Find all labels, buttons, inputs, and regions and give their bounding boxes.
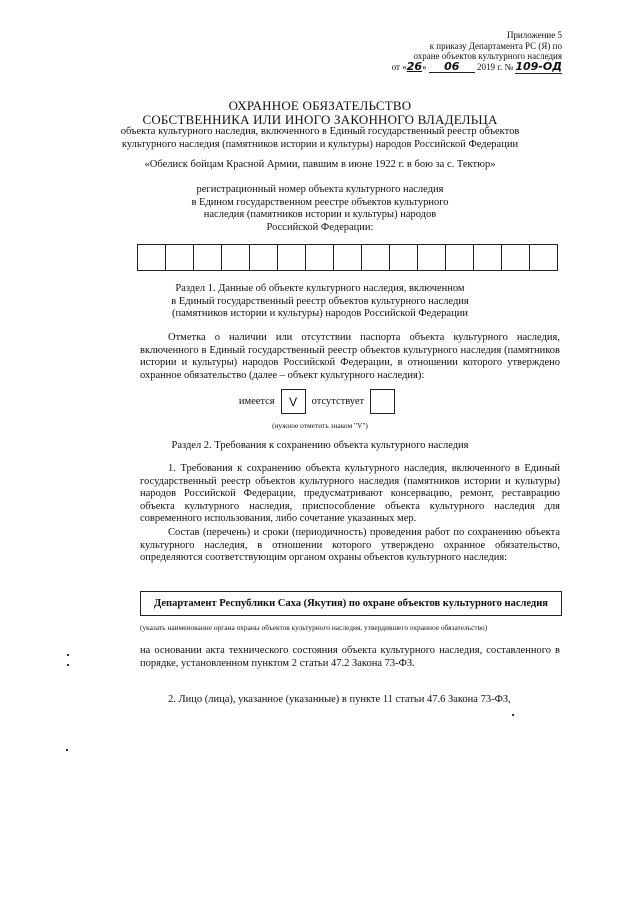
passport-text: Отметка о наличии или отсутствии паспорта объекта культурного наследия, включенного в Единый государственный реестр объектов культурного наследия (памятников истории и культуры) народов Российской Федерации, в отношении которого утверждено охранное обязательство (далее – объект культурного наследия):	[140, 332, 560, 381]
appendix-date-line	[342, 59, 562, 74]
date-day: 26	[406, 59, 423, 73]
reg-cell[interactable]	[137, 244, 166, 271]
passport-mark-row	[0, 389, 640, 414]
appendix-line3: охране объектов культурного наследия	[413, 51, 562, 61]
section2-heading: Раздел 2. Требования к сохранению объекта культурного наследия	[171, 440, 469, 451]
scan-speck	[512, 714, 514, 716]
reg-cell[interactable]	[501, 244, 530, 271]
registration-number-cells	[138, 244, 558, 271]
absent-label: отсутствует	[311, 396, 365, 407]
registration-line2: в Едином государственном реестре объектов культурного	[191, 196, 449, 208]
registration-label	[0, 184, 640, 234]
title-line1: ОХРАННОЕ ОБЯЗАТЕЛЬСТВО	[228, 98, 412, 113]
reg-cell[interactable]	[333, 244, 362, 271]
registration-line4: Российской Федерации:	[266, 221, 374, 233]
date-sep: »	[422, 61, 427, 72]
section2-paragraph3: на основании акта технического состояния объекта культурного наследия, составленного в порядке, установленном пунктом 2 статьи 47.2 Закона 73-ФЗ.	[140, 645, 560, 669]
section2-paragraph4: 2. Лицо (лица), указанное (указанные) в пункте 11 статьи 47.6 Закона 73-ФЗ,	[168, 694, 511, 705]
title-subtitle	[0, 126, 640, 151]
reg-cell[interactable]	[473, 244, 502, 271]
reg-cell[interactable]	[249, 244, 278, 271]
reg-cell[interactable]	[305, 244, 334, 271]
date-year: 2019 г. №	[477, 61, 514, 72]
object-name: «Обелиск бойцам Красной Армии, павшим в июне 1922 г. в бою за с. Тектюр»	[144, 159, 496, 170]
reg-cell[interactable]	[221, 244, 250, 271]
protection-authority-field[interactable]: Департамент Республики Саха (Якутия) по охране объектов культурного наследия	[140, 591, 562, 616]
present-checkbox[interactable]: V	[281, 389, 306, 414]
absent-checkbox[interactable]	[370, 389, 395, 414]
appendix-block	[342, 30, 562, 73]
scan-speck	[67, 664, 69, 666]
document-title	[0, 99, 640, 127]
mark-hint: (нужное отметить знаком "V")	[272, 421, 368, 430]
registration-line1: регистрационный номер объекта культурного наследия	[196, 184, 444, 195]
authority-hint: (указать наименование органа охраны объектов культурного наследия, утвердившего охранное обязательство)	[140, 623, 488, 632]
date-month: 06	[429, 62, 475, 74]
section1-line1: Раздел 1. Данные об объекте культурного наследия, включенном	[175, 283, 465, 294]
appendix-line1: Приложение 5	[506, 30, 562, 40]
date-prefix: от «	[391, 61, 407, 72]
section1-heading	[0, 283, 640, 321]
section2-paragraph1: 1. Требования к сохранению объекта культурного наследия, включенного в Единый государственный реестр объектов культурного наследия (памятников истории и культуры) народов Российской Федерации, предусматривают консервацию, ремонт, реставрацию объекта культурного наследия, приспособление объекта культурного наследия для современного использования, либо сочетание указанных мер.	[140, 463, 560, 525]
reg-cell[interactable]	[165, 244, 194, 271]
reg-cell[interactable]	[361, 244, 390, 271]
reg-cell[interactable]	[417, 244, 446, 271]
reg-cell[interactable]	[529, 244, 558, 271]
order-number: 109-ОД	[515, 59, 562, 73]
appendix-line2: к приказу Департамента РС (Я) по	[429, 40, 562, 51]
title-sub1: объекта культурного наследия, включенного в Единый государственный реестр объектов	[120, 126, 520, 137]
reg-cell[interactable]	[445, 244, 474, 271]
section1-line2: в Единый государственный реестр объектов культурного наследия	[171, 295, 469, 307]
title-line2: СОБСТВЕННИКА ИЛИ ИНОГО ЗАКОННОГО ВЛАДЕЛЬЦА	[142, 112, 498, 127]
reg-cell[interactable]	[193, 244, 222, 271]
section1-line3: (памятников истории и культуры) народов Российской Федерации	[172, 308, 468, 319]
registration-line3: наследия (памятников истории и культуры) народов	[203, 209, 437, 220]
reg-cell[interactable]	[277, 244, 306, 271]
present-label: имеется	[238, 396, 275, 407]
title-sub2: культурного наследия (памятников истории и культуры) народов Российской Федерации	[121, 138, 519, 150]
section2-paragraph2: Состав (перечень) и сроки (периодичность) проведения работ по сохранению объекта культурного наследия, в отношении которого утверждено охранное обязательство, определяются соответствующим органом охраны объектов культурного наследия:	[140, 527, 560, 564]
scan-speck	[66, 749, 68, 751]
scan-speck	[67, 654, 69, 656]
reg-cell[interactable]	[389, 244, 418, 271]
